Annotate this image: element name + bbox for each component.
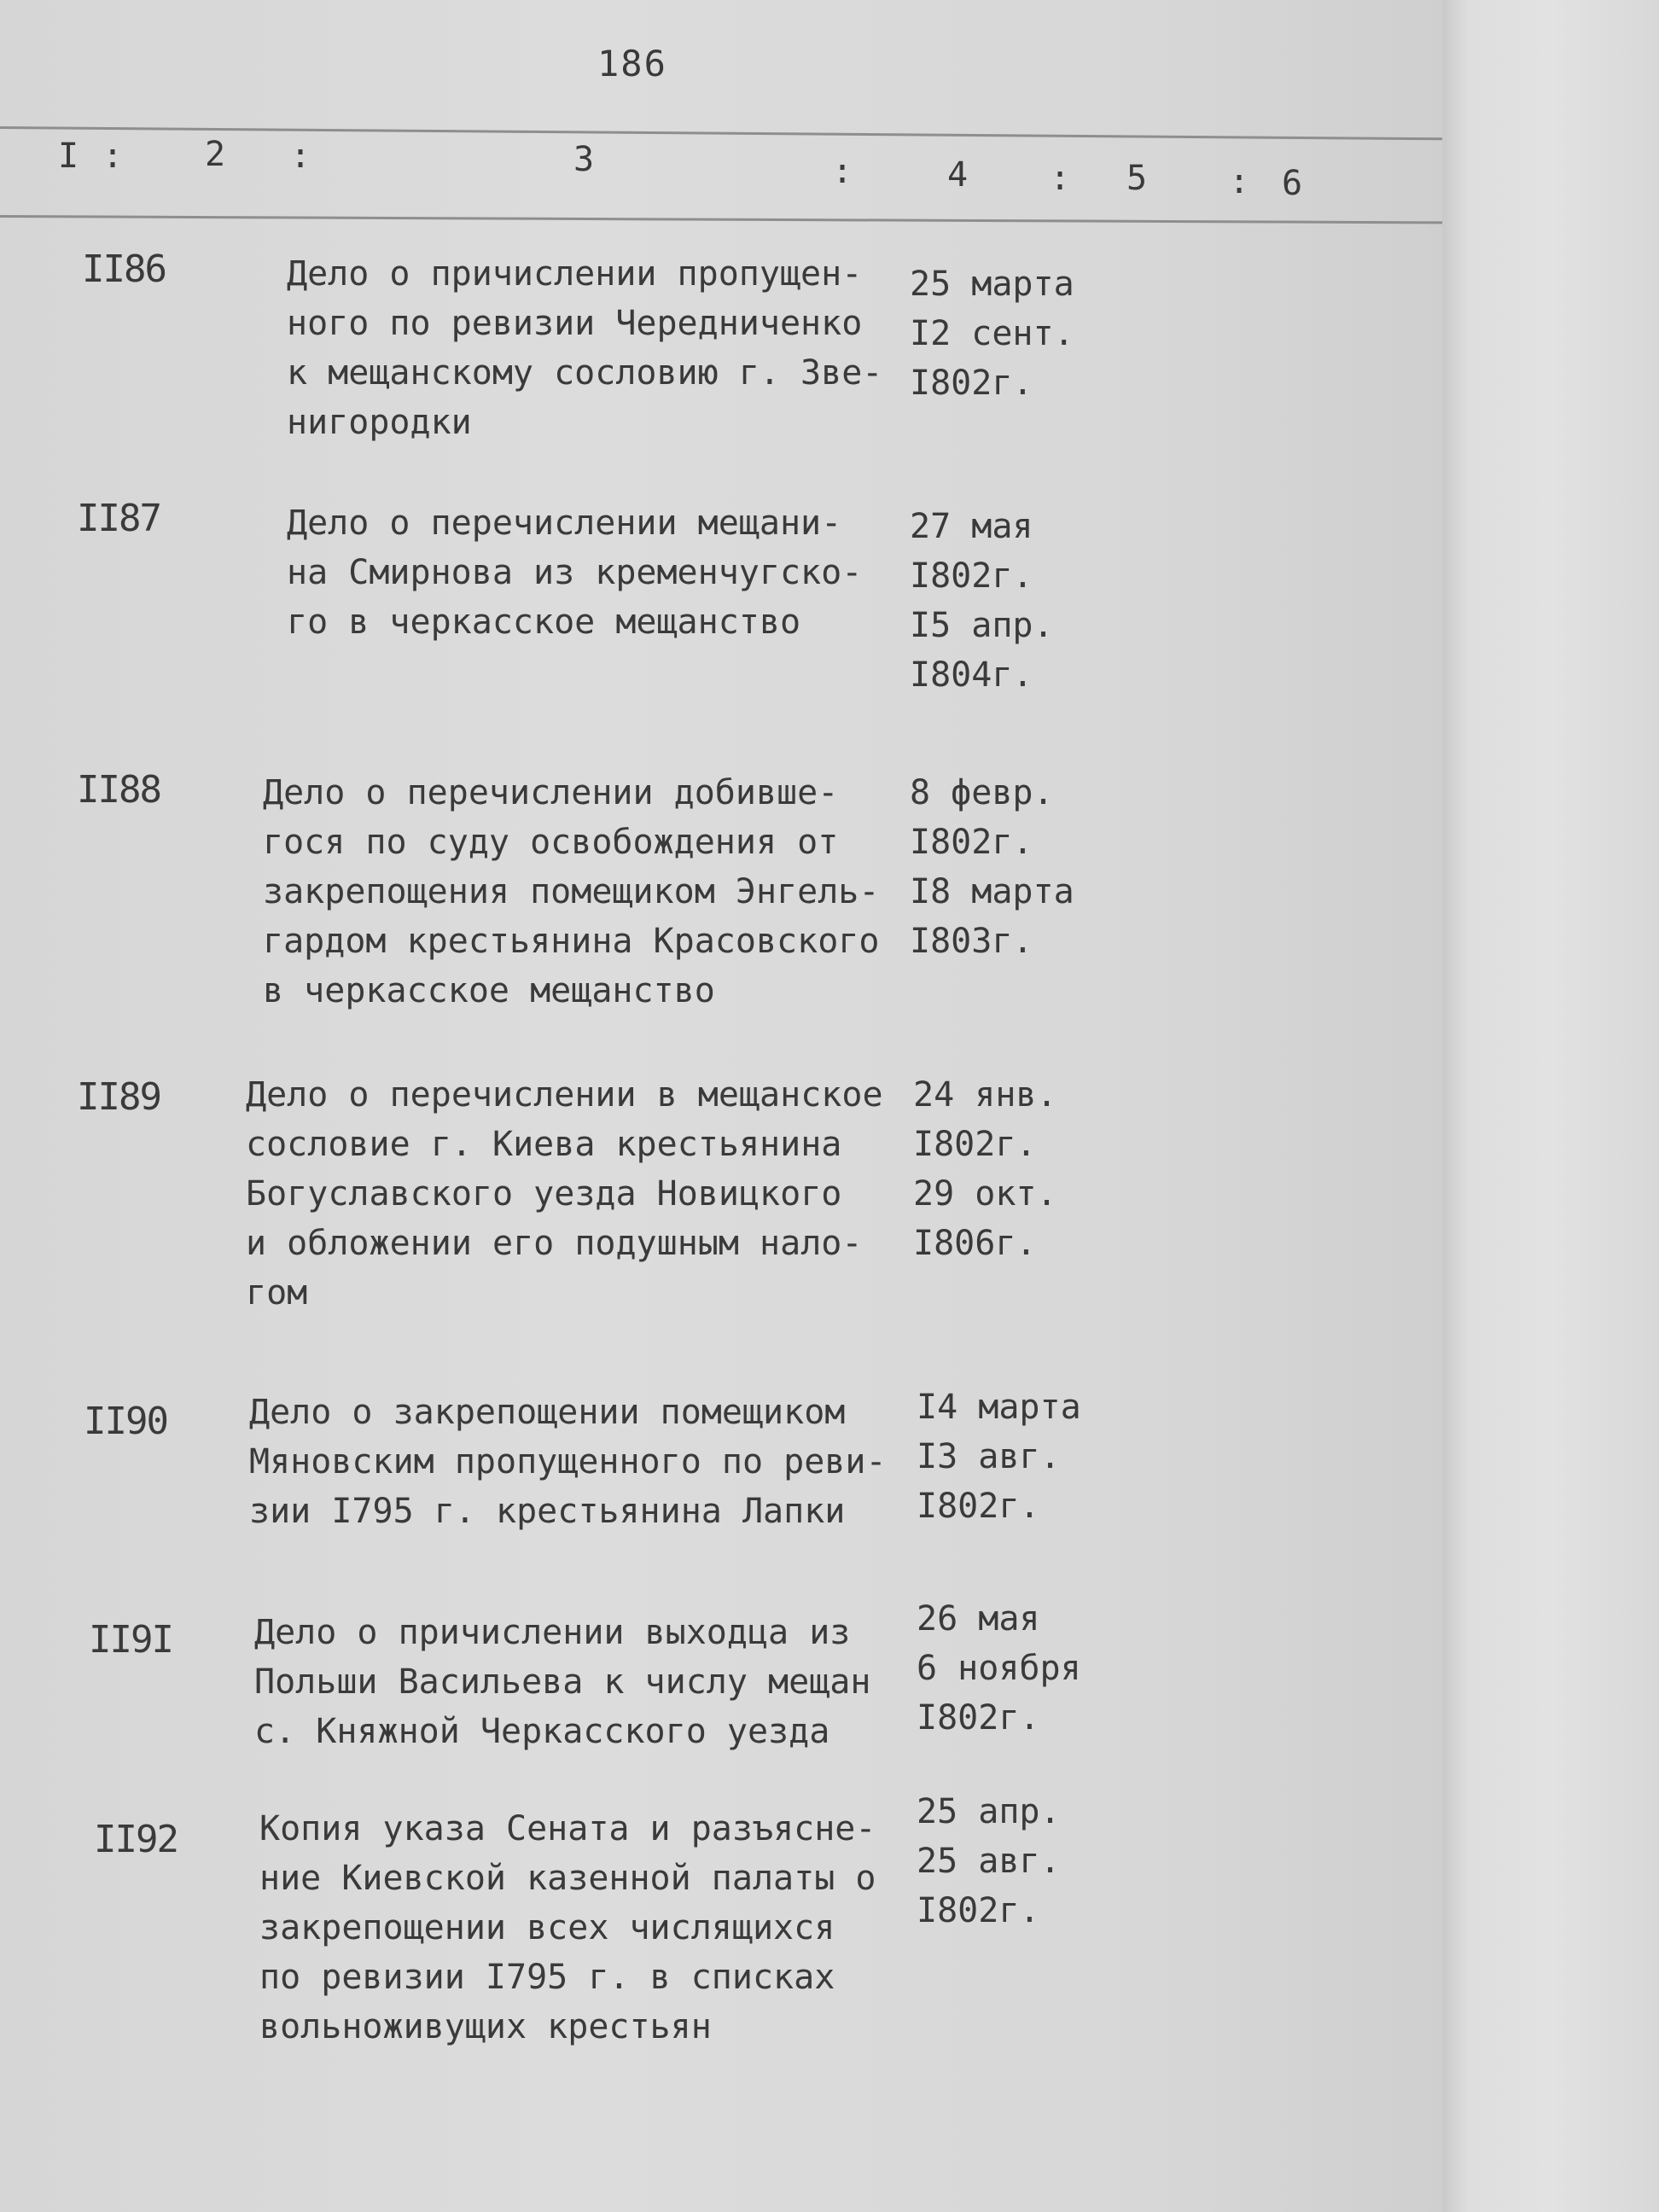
entry-date: 29 окт. [913, 1174, 1057, 1214]
entry-date: I802г. [917, 1487, 1040, 1526]
entry-description [246, 1070, 883, 1318]
entry-line: Дело о причислении выходца из [254, 1613, 851, 1652]
entry-date: 26 мая [917, 1599, 1040, 1639]
entry-number: II89 [77, 1075, 160, 1119]
entry-number: II90 [84, 1400, 167, 1443]
column-header-6: 6 [1282, 164, 1303, 203]
entry-description [249, 1388, 887, 1536]
entry-date: 8 февр. [910, 773, 1054, 812]
entry-description [287, 249, 882, 447]
entry-date: I5 апр. [910, 606, 1054, 645]
entry-line: гом [246, 1273, 308, 1313]
column-header-3: 3 [573, 140, 595, 179]
entry-line: Польши Васильева к числу мещан [254, 1662, 871, 1702]
entry-line: и обложении его подушным нало- [246, 1224, 863, 1263]
column-separator: : [1050, 159, 1071, 198]
entry-number: II9I [89, 1618, 172, 1662]
page-number: 186 [597, 43, 667, 84]
entry-number: II88 [77, 768, 160, 812]
entry-dates [917, 1787, 1061, 1936]
entry-date: I806г. [913, 1224, 1037, 1263]
entry-line: закрепощения помещиком Энгель- [263, 872, 880, 911]
entry-dates [917, 1594, 1081, 1743]
entry-date: 24 янв. [913, 1075, 1057, 1115]
entry-date: I8 марта [910, 872, 1074, 911]
entry-date: I2 сент. [910, 314, 1074, 353]
entry-dates [913, 1070, 1057, 1268]
entry-number: II92 [94, 1818, 178, 1861]
entry-date: I4 марта [917, 1388, 1081, 1427]
entry-date: I802г. [913, 1125, 1037, 1164]
page-edge-shadow [1442, 0, 1659, 2212]
entry-line: Дело о перечислении мещани- [287, 504, 842, 543]
entry-date: I802г. [910, 823, 1033, 862]
entry-date: I3 авг. [917, 1437, 1061, 1476]
entry-line: Копия указа Сената и разъясне- [259, 1809, 876, 1848]
column-separator: : [1229, 162, 1250, 201]
entry-line: сословие г. Киева крестьянина [246, 1125, 842, 1164]
entry-description [287, 498, 862, 647]
entry-line: к мещанскому сословию г. Зве- [287, 353, 883, 393]
entry-line: с. Княжной Черкасского уезда [254, 1712, 830, 1751]
column-header-2: 2 [205, 135, 226, 174]
entry-line: гардом крестьянина Красовского [263, 922, 880, 961]
entry-line: Дело о перечислении в мещанское [246, 1075, 883, 1115]
entry-line: Дело о причислении пропущен- [287, 254, 863, 294]
entry-line: в черкасское мещанство [263, 971, 715, 1010]
entry-date: 27 мая [910, 507, 1033, 546]
entry-line: Дело о перечислении добивше- [263, 773, 839, 812]
entry-date: 25 марта [910, 265, 1074, 304]
entry-dates [910, 502, 1054, 700]
entry-description [259, 1804, 876, 2052]
entry-date: I802г. [910, 556, 1033, 596]
entry-line: нигородки [287, 403, 472, 442]
entry-date: 6 ноября [917, 1649, 1081, 1688]
entry-line: Дело о закрепощении помещиком [249, 1393, 846, 1432]
entry-line: гося по суду освобождения от [263, 823, 839, 862]
column-header-5: 5 [1126, 159, 1148, 198]
column-header-4: 4 [947, 155, 969, 195]
entry-date: 25 авг. [917, 1842, 1061, 1881]
entry-line: вольноживущих крестьян [259, 2007, 712, 2046]
entry-line: ние Киевской казенной палаты о [259, 1859, 876, 1898]
entry-description [263, 768, 879, 1016]
entry-line: на Смирнова из кременчугско- [287, 553, 863, 592]
entry-dates [910, 768, 1074, 966]
entry-dates [917, 1382, 1081, 1531]
entry-line: Мяновским пропущенного по реви- [249, 1442, 887, 1481]
entry-line: зии I795 г. крестьянина Лапки [249, 1492, 846, 1531]
column-header-1: I [58, 137, 79, 176]
entry-date: I802г. [917, 1698, 1040, 1738]
entry-line: по ревизии I795 г. в списках [259, 1958, 835, 1997]
column-separator: : [102, 137, 124, 176]
column-separator: : [290, 137, 311, 176]
entry-date: I802г. [910, 364, 1033, 403]
entry-date: 25 апр. [917, 1792, 1061, 1831]
entry-number: II86 [82, 247, 166, 291]
entry-description [254, 1608, 870, 1756]
entry-date: I804г. [910, 655, 1033, 695]
entry-line: го в черкасское мещанство [287, 602, 801, 642]
entry-date: I802г. [917, 1891, 1040, 1930]
entry-line: закрепощении всех числящихся [259, 1908, 835, 1947]
entry-dates [910, 259, 1074, 408]
entry-date: I803г. [910, 922, 1033, 961]
entry-line: ного по ревизии Чередниченко [287, 304, 863, 343]
entry-number: II87 [77, 497, 160, 540]
entry-line: Богуславского уезда Новицкого [246, 1174, 842, 1214]
column-separator: : [832, 152, 853, 191]
